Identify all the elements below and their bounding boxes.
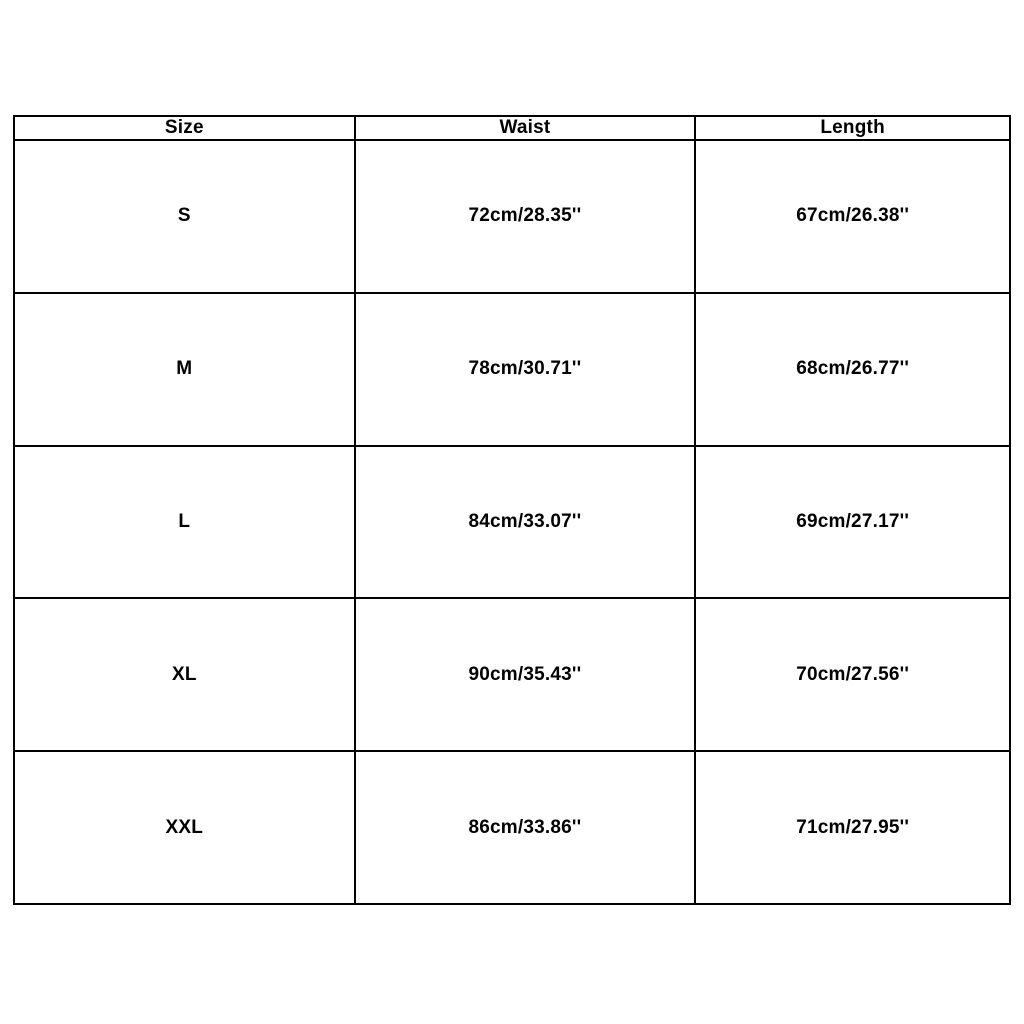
table-row bbox=[14, 598, 1010, 751]
table-row bbox=[14, 751, 1010, 904]
cell-waist: 72cm/28.35'' bbox=[355, 140, 696, 293]
cell-length: 70cm/27.56'' bbox=[695, 598, 1010, 751]
table-header-row bbox=[14, 116, 1010, 140]
cell-length: 68cm/26.77'' bbox=[695, 293, 1010, 446]
cell-size: L bbox=[14, 446, 355, 599]
cell-waist: 78cm/30.71'' bbox=[355, 293, 696, 446]
size-chart-container bbox=[13, 115, 1011, 905]
table-row bbox=[14, 293, 1010, 446]
column-header-length: Length bbox=[695, 116, 1010, 140]
column-header-waist: Waist bbox=[355, 116, 696, 140]
cell-length: 67cm/26.38'' bbox=[695, 140, 1010, 293]
cell-size: XXL bbox=[14, 751, 355, 904]
table-row bbox=[14, 446, 1010, 599]
cell-size: XL bbox=[14, 598, 355, 751]
cell-waist: 84cm/33.07'' bbox=[355, 446, 696, 599]
table-row bbox=[14, 140, 1010, 293]
cell-length: 69cm/27.17'' bbox=[695, 446, 1010, 599]
cell-size: S bbox=[14, 140, 355, 293]
cell-waist: 86cm/33.86'' bbox=[355, 751, 696, 904]
size-chart-table bbox=[13, 115, 1011, 905]
cell-waist: 90cm/35.43'' bbox=[355, 598, 696, 751]
cell-size: M bbox=[14, 293, 355, 446]
cell-length: 71cm/27.95'' bbox=[695, 751, 1010, 904]
column-header-size: Size bbox=[14, 116, 355, 140]
